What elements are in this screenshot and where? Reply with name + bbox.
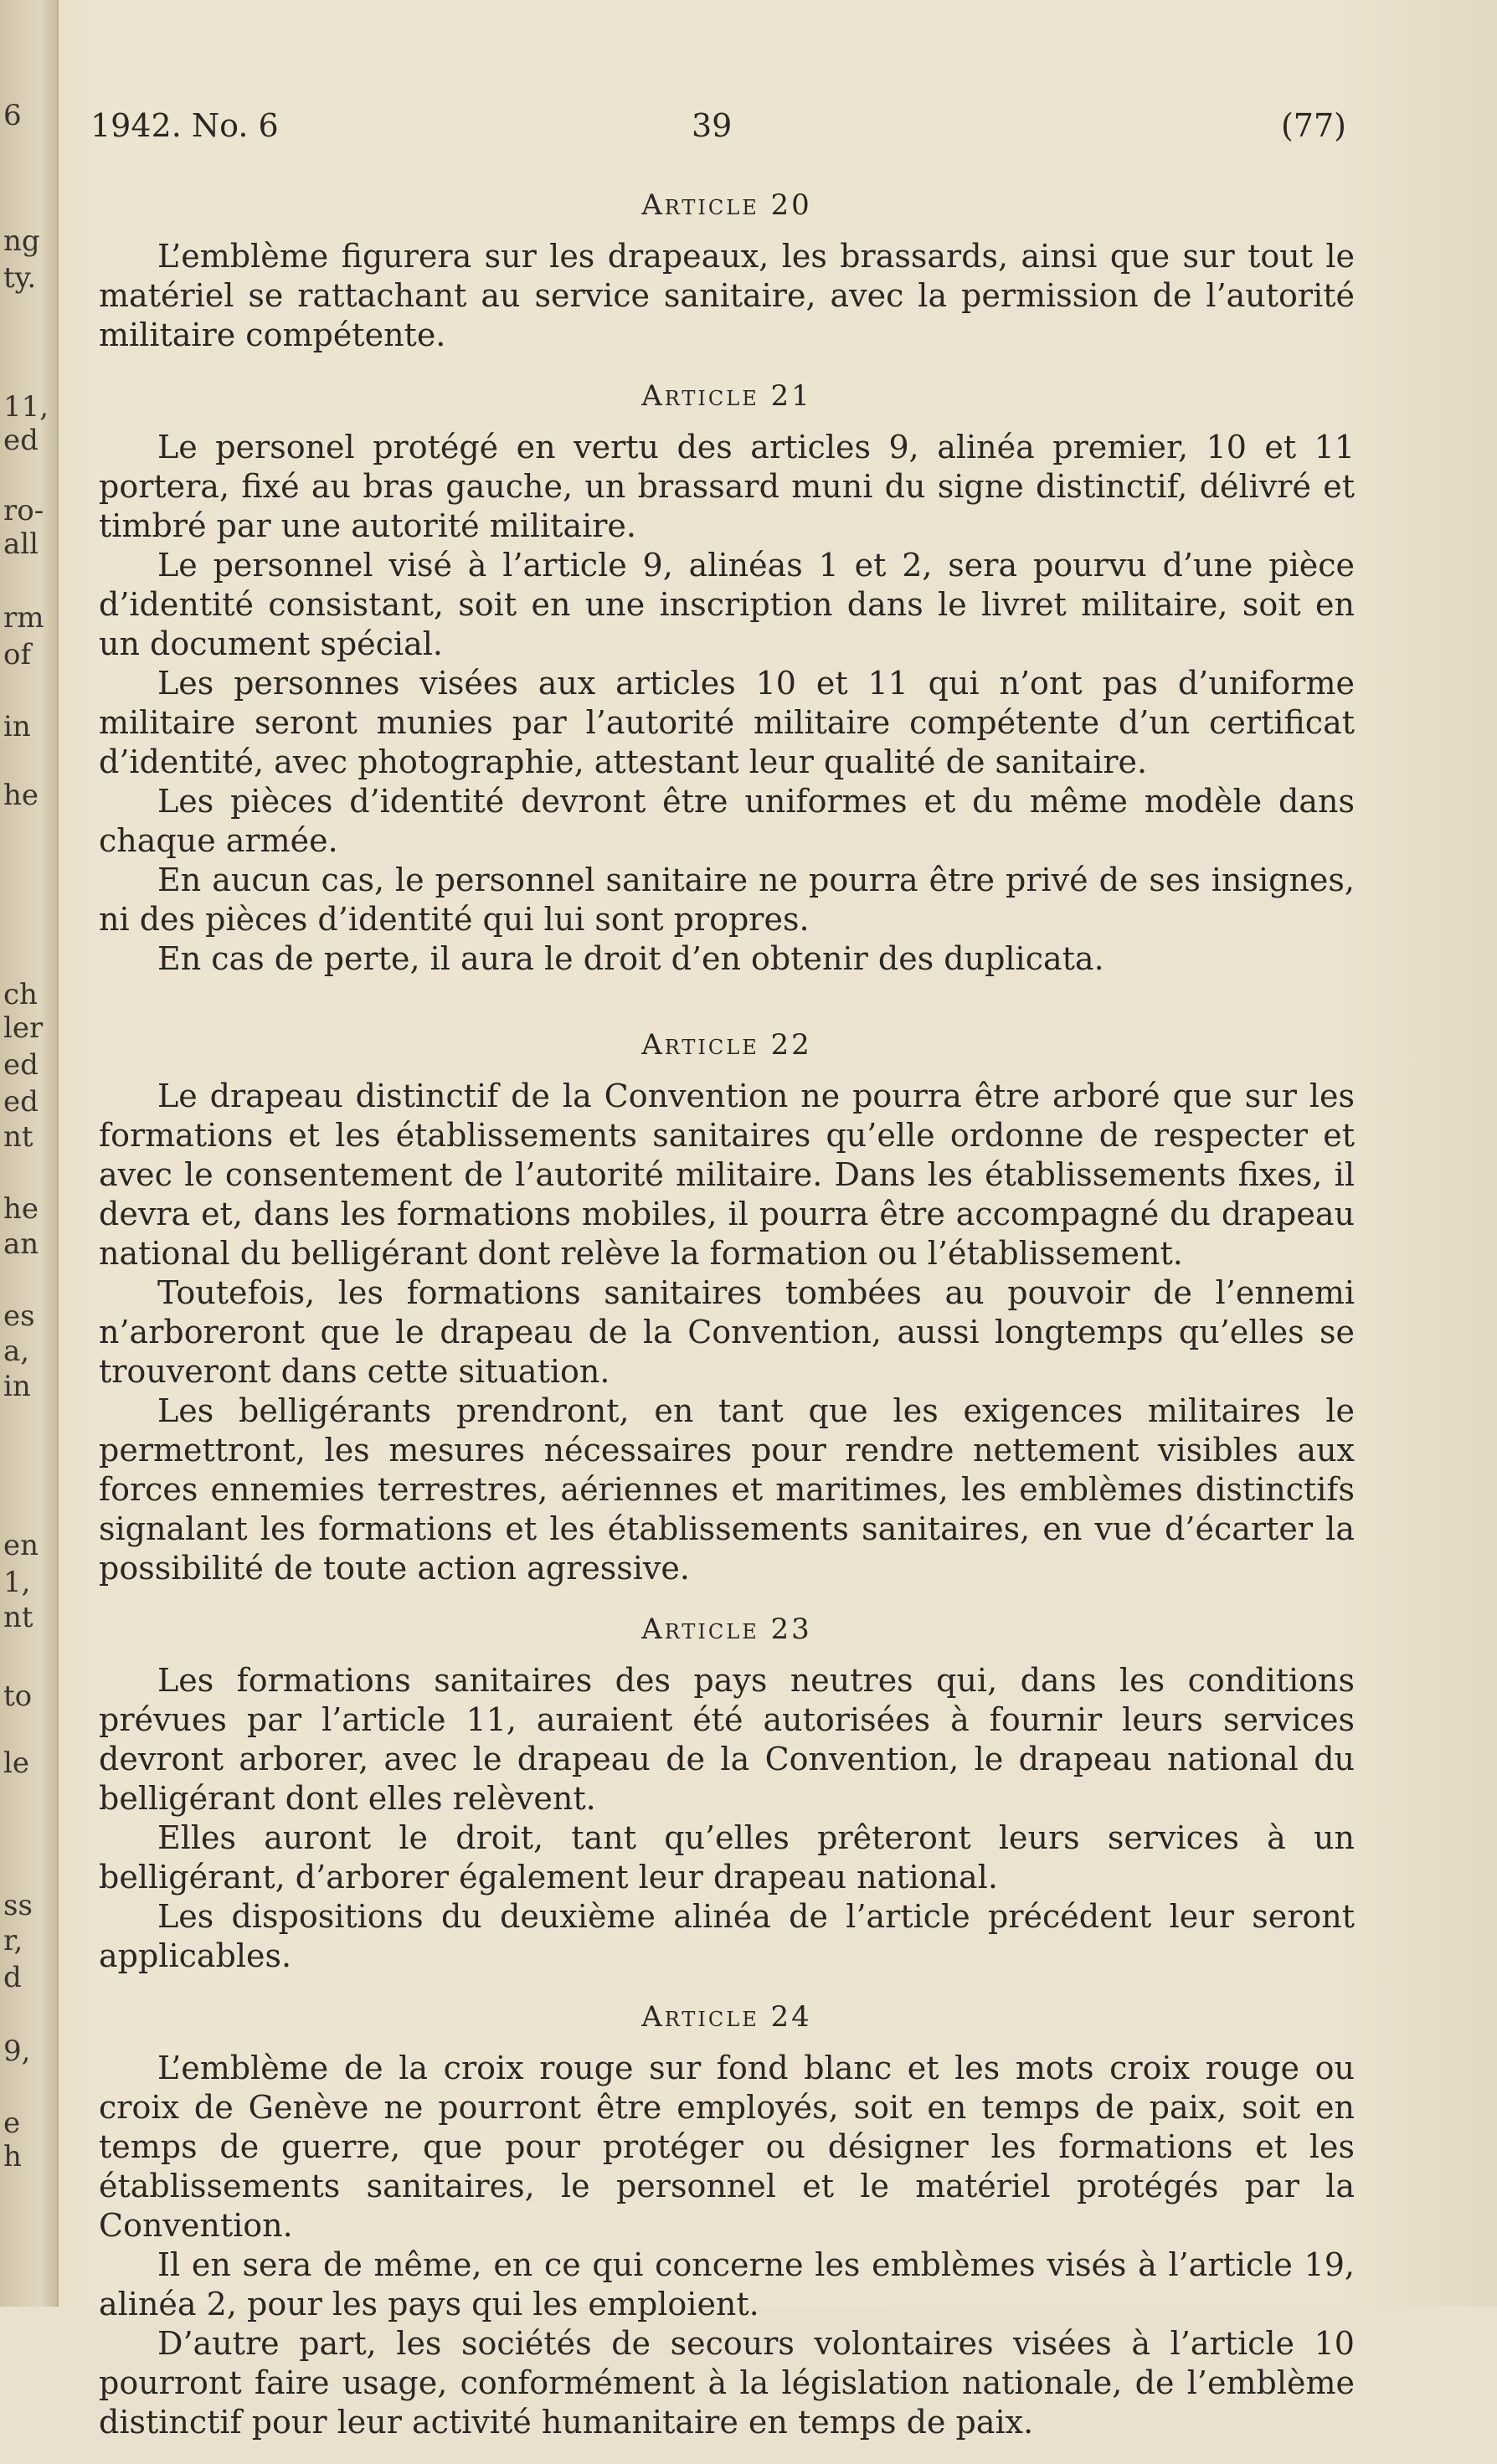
gutter-fragment: ty.	[3, 261, 37, 295]
gutter-fragment: all	[3, 527, 39, 561]
gutter-fragment: of	[3, 638, 32, 671]
page-body	[99, 186, 1355, 2464]
gutter-fragment: ch	[3, 978, 38, 1011]
gutter-fragment: ed	[3, 1085, 39, 1119]
paragraph: Le personel protégé en vertu des articles 9, alinéa premier, 10 et 11 portera, fixé au bras gauche, un brassard muni du signe distinctif, délivré et timbré par une autorité militaire.	[99, 429, 1355, 544]
year-and-number: 1942. No. 6	[90, 107, 279, 144]
paragraph: Les personnes visées aux articles 10 et 11 qui n’ont pas d’uniforme militaire seront munies par l’autorité militaire compétente d’un certificat d’identité, avec photographie, attestant leur qualité de sanitaire.	[99, 665, 1355, 780]
paragraph: Les formations sanitaires des pays neutres qui, dans les conditions prévues par l’article 11, auraient été autorisées à fournir leurs services devront arborer, avec le drapeau de la Convention, le drapeau national du belligérant dont elles relèvent.	[99, 1662, 1355, 1817]
gutter-fragment: ed	[3, 1048, 39, 1082]
gutter-fragment: rm	[3, 601, 44, 635]
gutter-fragment: ng	[3, 224, 40, 258]
article-24	[99, 1998, 1355, 2442]
article-20	[99, 186, 1355, 355]
gutter-fragment: 1,	[3, 1566, 31, 1599]
page-header	[90, 107, 1346, 149]
article-heading: Article 20	[641, 188, 812, 222]
paragraph: Elles auront le droit, tant qu’elles prêteront leurs services à un belligérant, d’arborer également leur drapeau national.	[99, 1819, 1355, 1896]
article-21	[99, 377, 1355, 979]
paragraph: Les pièces d’identité devront être uniformes et du même modèle dans chaque armée.	[99, 783, 1355, 859]
gutter-fragment: he	[3, 1192, 39, 1226]
paragraph: En cas de perte, il aura le droit d’en obtenir des duplicata.	[157, 940, 1104, 977]
gutter-fragment: e	[3, 2106, 21, 2140]
gutter-fragment: ed	[3, 424, 39, 457]
gutter-fragment: ler	[3, 1011, 44, 1045]
page-number: 39	[692, 107, 733, 144]
gutter-fragment: 6	[3, 99, 22, 132]
gutter-fragment: le	[3, 1746, 29, 1780]
article-heading: Article 24	[641, 2000, 812, 2034]
gutter-fragment: he	[3, 779, 39, 812]
paragraph: D’autre part, les sociétés de secours volontaires visées à l’article 10 pourront faire usage, conformément à la législation nationale, de l’emblème distinctif pour leur activité humanitaire en temps de paix.	[99, 2325, 1355, 2441]
article-22	[99, 1026, 1355, 1588]
gutter-fragment: es	[3, 1299, 35, 1333]
gutter-fragment: r,	[3, 1924, 23, 1957]
paragraph: L’emblème figurera sur les drapeaux, les brassards, ainsi que sur tout le matériel se rattachant au service sanitaire, avec la permission de l’autorité militaire compétente.	[99, 238, 1355, 353]
paragraph: Le drapeau distinctif de la Convention ne pourra être arboré que sur les formations et les établissements sanitaires qu’elle ordonne de respecter et avec le consentement de l’autorité militaire. Dans les établissements fixes, il devra et, dans les formations mobiles, il pourra être accompagné du drapeau national du belligérant dont relève la formation ou l’établissement.	[99, 1078, 1355, 1272]
paragraph: Toutefois, les formations sanitaires tombées au pouvoir de l’ennemi n’arboreront que le drapeau de la Convention, aussi longtemps qu’elles se trouveront dans cette situation.	[99, 1274, 1355, 1390]
gutter-fragment: an	[3, 1227, 39, 1261]
gutter-fragment: 11,	[3, 390, 49, 424]
article-heading: Article 22	[641, 1028, 812, 1062]
article-23	[99, 1610, 1355, 1976]
article-heading: Article 21	[641, 379, 812, 413]
gutter-fragment: in	[3, 710, 31, 743]
gutter-fragment: to	[3, 1680, 33, 1713]
gutter-fragment: in	[3, 1370, 31, 1403]
paragraph: Les belligérants prendront, en tant que les exigences militaires le permettront, les mesures nécessaires pour rendre nettement visibles aux forces ennemies terrestres, aériennes et maritimes, les emblèmes distinctifs signalant les formations et les établissements sanitaires, en vue d’écarter la possibilité de toute action agressive.	[99, 1392, 1355, 1587]
alternate-page-number: (77)	[1280, 107, 1346, 144]
adjacent-page-edge	[0, 0, 59, 2307]
gutter-fragment: 9,	[3, 2034, 31, 2068]
article-heading: Article 23	[641, 1613, 812, 1646]
gutter-fragment: a,	[3, 1335, 30, 1368]
paragraph: En aucun cas, le personnel sanitaire ne pourra être privé de ses insignes, ni des pièces d’identité qui lui sont propres.	[99, 862, 1355, 938]
paragraph: Les dispositions du deuxième alinéa de l’article précédent leur seront applicables.	[99, 1898, 1355, 1974]
paragraph: L’emblème de la croix rouge sur fond blanc et les mots croix rouge ou croix de Genève ne pourront être employés, soit en temps de paix, soit en temps de guerre, que pour protéger ou désigner les formations et les établissements sanitaires, le personnel et le matériel protégés par la Convention.	[99, 2050, 1355, 2244]
gutter-fragment: h	[3, 2140, 22, 2173]
paragraph: Il en sera de même, en ce qui concerne les emblèmes visés à l’article 19, alinéa 2, pour les pays qui les emploient.	[99, 2246, 1355, 2323]
gutter-fragment: en	[3, 1529, 39, 1562]
gutter-fragment: ss	[3, 1889, 33, 1922]
gutter-fragment: nt	[3, 1120, 33, 1154]
gutter-fragment: nt	[3, 1601, 33, 1634]
gutter-fragment: d	[3, 1961, 22, 1994]
paragraph: Le personnel visé à l’article 9, alinéas 1 et 2, sera pourvu d’une pièce d’identité consistant, soit en une inscription dans le livret militaire, soit en un document spécial.	[99, 547, 1355, 662]
gutter-fragment: ro-	[3, 494, 44, 527]
